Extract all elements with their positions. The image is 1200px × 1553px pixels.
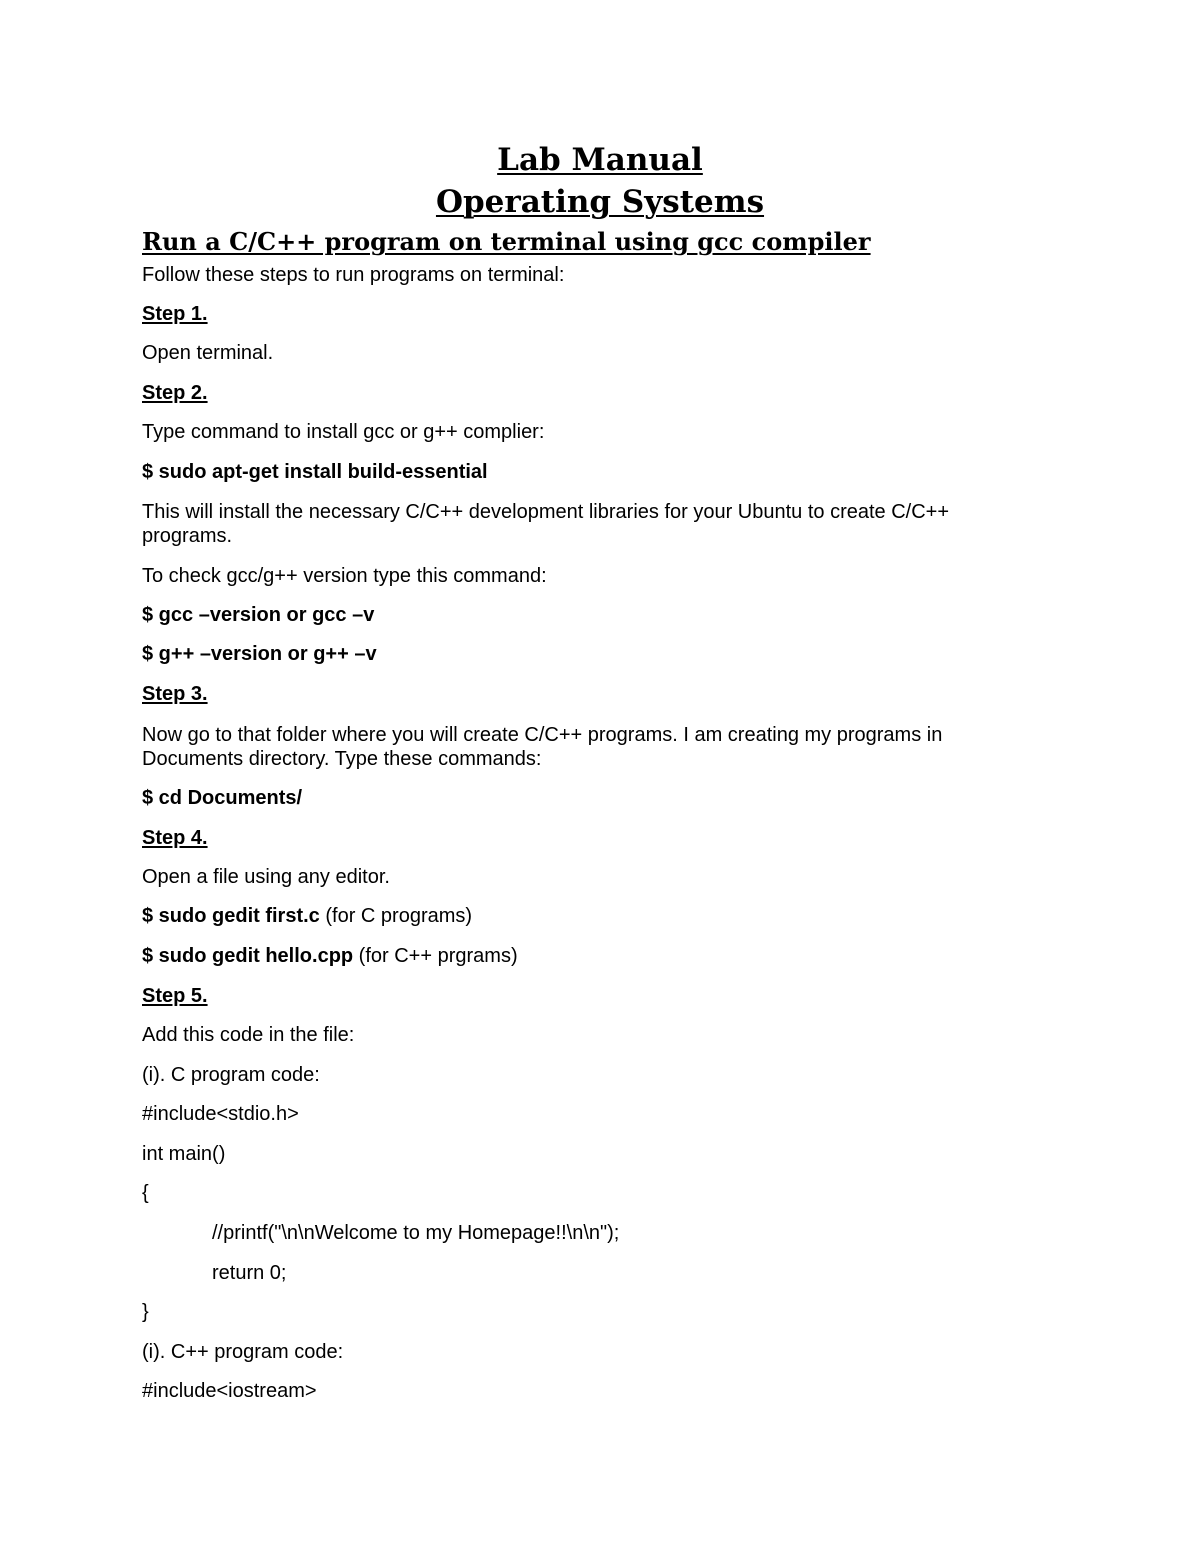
cpp-code-label: (i). C++ program code: (142, 1341, 344, 1363)
code-line: { (142, 1182, 149, 1204)
gedit-cpp-command: $ sudo gedit hello.cpp (142, 945, 354, 967)
code-line: //printf("\n\nWelcome to my Homepage!!\n\n"); (212, 1222, 620, 1244)
c-code-label: (i). C program code: (142, 1064, 320, 1086)
section-heading: Run a C/C++ program on terminal using gcc compiler (142, 227, 871, 256)
step-5-label: Step 5. (142, 985, 208, 1007)
step-5-text: Add this code in the file: (142, 1024, 355, 1046)
step-4-label: Step 4. (142, 827, 208, 849)
gedit-cpp-note: (for C++ prgrams) (353, 945, 518, 967)
document-title: Lab Manual (497, 142, 703, 178)
step-3-text: Now go to that folder where you will create C/C++ programs. I am creating my programs in Documents directory. Type these commands: (142, 724, 943, 770)
install-note: This will install the necessary C/C++ development libraries for your Ubuntu to create C/C++ programs. (142, 501, 950, 547)
code-line: } (142, 1301, 149, 1323)
gpp-version-command: $ g++ –version or g++ –v (142, 643, 377, 665)
version-check-text: To check gcc/g++ version type this command: (142, 565, 547, 587)
intro-text: Follow these steps to run programs on terminal: (142, 264, 565, 286)
step-2-label: Step 2. (142, 382, 208, 404)
step-3-label: Step 3. (142, 683, 208, 705)
gedit-c-command-line (142, 904, 472, 928)
step-4-text: Open a file using any editor. (142, 866, 390, 888)
cd-command: $ cd Documents/ (142, 787, 303, 809)
code-line: #include<iostream> (142, 1380, 317, 1402)
gcc-version-command: $ gcc –version or gcc –v (142, 604, 375, 626)
gedit-cpp-command-line (142, 944, 518, 968)
install-command: $ sudo apt-get install build-essential (142, 461, 488, 483)
step-1-label: Step 1. (142, 303, 208, 325)
code-line: #include<stdio.h> (142, 1103, 299, 1125)
code-line: return 0; (212, 1262, 287, 1284)
document-subtitle: Operating Systems (435, 184, 765, 220)
gedit-c-note: (for C programs) (319, 905, 473, 927)
code-line: int main() (142, 1143, 226, 1165)
step-2-text: Type command to install gcc or g++ complier: (142, 421, 545, 443)
gedit-c-command: $ sudo gedit first.c (142, 905, 320, 927)
step-1-text: Open terminal. (142, 342, 274, 364)
